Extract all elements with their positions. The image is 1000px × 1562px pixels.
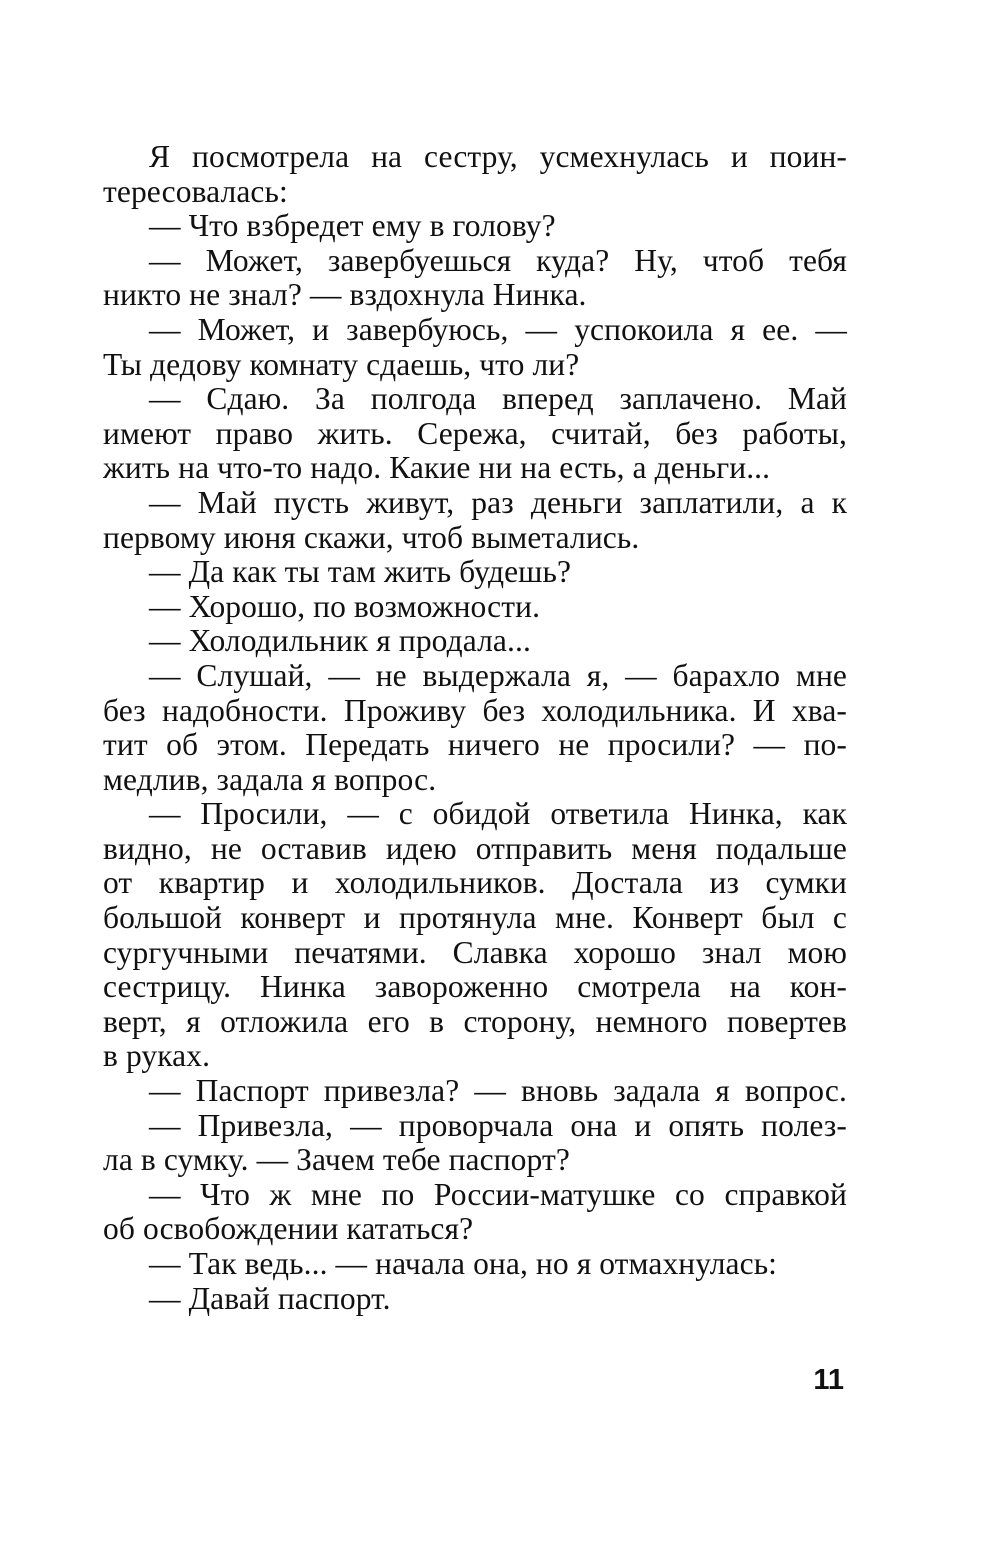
text-line: первому июня скажи, чтоб выметались.	[103, 519, 640, 555]
text-line: от квартир и холодильников. Достала из сумки	[103, 865, 847, 901]
page-number: 11	[813, 1364, 844, 1396]
text-line: — Давай паспорт.	[149, 1280, 391, 1316]
text-line: Ты дедову комнату сдаешь, что ли?	[103, 346, 580, 382]
text-line: — Холодильник я продала...	[149, 623, 531, 659]
text-line: сестрицу. Нинка завороженно смотрела на кон-	[103, 969, 847, 1005]
text-line: — Сдаю. За полгода вперед заплачено. Май	[149, 381, 847, 417]
text-line: — Слушай, — не выдержала я, — барахло мне	[149, 657, 847, 693]
text-line: медлив, задала я вопрос.	[103, 761, 437, 797]
text-line: — Может, завербуешься куда? Ну, чтоб тебя	[149, 242, 847, 278]
text-line: без надобности. Проживу без холодильника. И хва-	[103, 692, 847, 728]
text-line: никто не знал? — вздохнула Нинка.	[103, 277, 587, 313]
page-body-text	[103, 140, 847, 1316]
text-line: — Может, и завербуюсь, — успокоила я ее. —	[149, 311, 847, 347]
text-line: — Что взбредет ему в голову?	[149, 208, 556, 244]
text-line: большой конверт и протянула мне. Конверт был с	[103, 900, 847, 936]
text-line: — Просили, — с обидой ответила Нинка, как	[149, 796, 847, 832]
text-line: тересовалась:	[103, 173, 288, 209]
text-line: Я посмотрела на сестру, усмехнулась и поин-	[149, 139, 847, 174]
text-line: — Что ж мне по России-матушке со справкой	[149, 1176, 847, 1212]
text-line: сургучными печатями. Славка хорошо знал мою	[103, 934, 847, 970]
text-line: видно, не оставив идею отправить меня подальше	[103, 830, 847, 866]
text-line: — Паспорт привезла? — вновь задала я вопрос.	[149, 1073, 847, 1109]
text-line: в руках.	[103, 1038, 211, 1074]
text-line: жить на что-то надо. Какие ни на есть, а деньги...	[103, 450, 771, 486]
text-line: — Привезла, — проворчала она и опять полез-	[149, 1107, 847, 1143]
text-line: — Так ведь... — начала она, но я отмахнулась:	[149, 1246, 778, 1281]
text-line: — Май пусть живут, раз деньги заплатили, а к	[149, 484, 847, 520]
text-line: тит об этом. Передать ничего не просили? — по-	[103, 727, 847, 763]
text-line: верт, я отложила его в сторону, немного повертев	[103, 1003, 847, 1039]
text-line: — Хорошо, по возможности.	[149, 588, 541, 624]
text-line: об освобождении кататься?	[103, 1211, 474, 1247]
text-line: — Да как ты там жить будешь?	[149, 554, 572, 590]
text-line: ла в сумку. — Зачем тебе паспорт?	[103, 1142, 570, 1178]
text-line: имеют право жить. Сережа, считай, без работы,	[103, 415, 847, 451]
